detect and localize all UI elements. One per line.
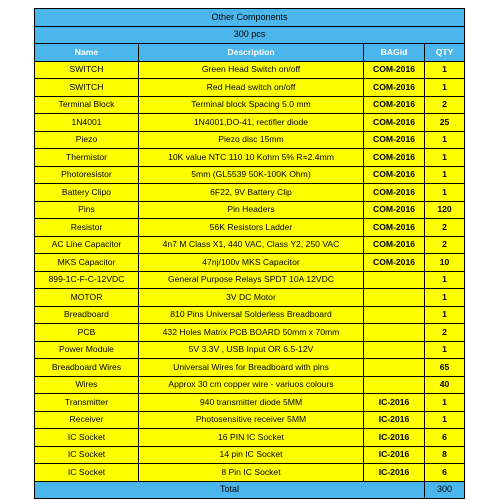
cell-name: SWITCH [35,61,139,79]
cell-description: 5V 3.3V , USB Input OR 6.5-12V [139,341,364,359]
table-row [35,429,465,447]
cell-name: Pins [35,201,139,219]
table-header-row [35,44,465,62]
cell-name: Wires [35,376,139,394]
cell-name: IC Socket [35,446,139,464]
table-row [35,464,465,482]
cell-name: 1N4001 [35,114,139,132]
cell-bagid [364,289,425,307]
cell-qty: 6 [425,464,465,482]
cell-description: Red Head switch on/off [139,79,364,97]
table-row [35,341,465,359]
components-table [34,8,465,499]
cell-name: Breadboard Wires [35,359,139,377]
table-title-row [35,9,465,27]
cell-bagid: IC-2016 [364,411,425,429]
table-row [35,324,465,342]
cell-bagid [364,341,425,359]
cell-name: Thermistor [35,149,139,167]
table-row [35,184,465,202]
table-subtitle-row [35,26,465,44]
cell-qty: 8 [425,446,465,464]
column-header-name: Name [35,44,139,62]
cell-qty: 120 [425,201,465,219]
cell-name: Terminal Block [35,96,139,114]
table-row [35,61,465,79]
table-row [35,306,465,324]
cell-qty: 2 [425,96,465,114]
cell-bagid: COM-2016 [364,254,425,272]
table-row [35,446,465,464]
cell-qty: 1 [425,289,465,307]
cell-description: 16 PIN IC Socket [139,429,364,447]
cell-qty: 40 [425,376,465,394]
cell-qty: 6 [425,429,465,447]
table-row [35,289,465,307]
cell-bagid: IC-2016 [364,394,425,412]
table-row [35,96,465,114]
cell-name: 899-1C-F-C-12VDC [35,271,139,289]
cell-qty: 2 [425,236,465,254]
cell-name: AC Line Capacitor [35,236,139,254]
cell-description: 1N4001,DO-41, rectifier diode [139,114,364,132]
cell-bagid: IC-2016 [364,446,425,464]
cell-bagid: IC-2016 [364,464,425,482]
cell-bagid: COM-2016 [364,166,425,184]
table-title: Other Components [35,9,465,27]
column-header-bagid: BAGid [364,44,425,62]
table-row [35,131,465,149]
cell-bagid: COM-2016 [364,236,425,254]
cell-description: Approx 30 cm copper wire - variuos colours [139,376,364,394]
components-table-container [34,8,464,499]
cell-description: Terminal block Spacing 5.0 mm [139,96,364,114]
cell-name: IC Socket [35,429,139,447]
cell-bagid: COM-2016 [364,96,425,114]
cell-name: Photoresistor [35,166,139,184]
cell-name: SWITCH [35,79,139,97]
table-row [35,359,465,377]
cell-bagid: COM-2016 [364,219,425,237]
cell-description: 14 pin IC Socket [139,446,364,464]
cell-description: Universal Wires for Breadboard with pins [139,359,364,377]
cell-bagid: COM-2016 [364,201,425,219]
cell-bagid [364,271,425,289]
cell-description: Pin Headers [139,201,364,219]
table-row [35,271,465,289]
table-subtitle: 300 pcs [35,26,465,44]
table-row [35,254,465,272]
cell-name: Battery Clipo [35,184,139,202]
cell-name: MKS Capacitor [35,254,139,272]
table-row [35,394,465,412]
cell-name: Power Module [35,341,139,359]
cell-description: 3V DC Motor [139,289,364,307]
table-total-row [35,481,465,499]
cell-bagid [364,359,425,377]
table-row [35,79,465,97]
cell-bagid: COM-2016 [364,114,425,132]
table-row [35,236,465,254]
cell-description: 4n7 M Class X1, 440 VAC, Class Y2, 250 VAC [139,236,364,254]
cell-bagid [364,306,425,324]
cell-description: Green Head Switch on/off [139,61,364,79]
cell-qty: 1 [425,341,465,359]
cell-name: MOTOR [35,289,139,307]
cell-description: 432 Holes Matrix PCB BOARD 50mm x 70mm [139,324,364,342]
cell-bagid: IC-2016 [364,429,425,447]
cell-qty: 1 [425,394,465,412]
cell-qty: 1 [425,184,465,202]
column-header-qty: QTY [425,44,465,62]
cell-bagid [364,324,425,342]
cell-description: 5mm (GL5539 50K-100K Ohm) [139,166,364,184]
cell-description: General Purpose Relays SPDT 10A 12VDC [139,271,364,289]
cell-name: Receiver [35,411,139,429]
cell-bagid: COM-2016 [364,149,425,167]
cell-description: 47nj/100v MKS Capacitor [139,254,364,272]
table-row [35,411,465,429]
cell-bagid [364,376,425,394]
cell-qty: 1 [425,271,465,289]
cell-qty: 1 [425,61,465,79]
cell-bagid: COM-2016 [364,184,425,202]
table-row [35,219,465,237]
cell-description: Piezo disc 15mm [139,131,364,149]
cell-qty: 1 [425,306,465,324]
cell-description: 10K value NTC 110 10 Kohm 5% R=2.4mm [139,149,364,167]
cell-bagid: COM-2016 [364,131,425,149]
cell-name: IC Socket [35,464,139,482]
cell-qty: 1 [425,166,465,184]
cell-qty: 25 [425,114,465,132]
table-row [35,201,465,219]
cell-description: 6F22, 9V Battery Clip [139,184,364,202]
cell-name: Resistor [35,219,139,237]
cell-qty: 1 [425,79,465,97]
total-value: 300 [425,481,465,499]
cell-qty: 65 [425,359,465,377]
table-row [35,166,465,184]
cell-bagid: COM-2016 [364,61,425,79]
cell-qty: 2 [425,324,465,342]
cell-name: Piezo [35,131,139,149]
cell-bagid: COM-2016 [364,79,425,97]
cell-name: Breadboard [35,306,139,324]
table-row [35,149,465,167]
cell-qty: 1 [425,411,465,429]
cell-description: 940 transmitter diode 5MM [139,394,364,412]
table-row [35,114,465,132]
table-body [35,61,465,481]
cell-qty: 10 [425,254,465,272]
cell-qty: 2 [425,219,465,237]
cell-description: 810 Pins Universal Solderless Breadboard [139,306,364,324]
cell-description: Photosensitive receiver 5MM [139,411,364,429]
cell-name: Transmitter [35,394,139,412]
table-row [35,376,465,394]
cell-description: 56K Resistors Ladder [139,219,364,237]
cell-name: PCB [35,324,139,342]
cell-qty: 1 [425,131,465,149]
column-header-description: Description [139,44,364,62]
cell-qty: 1 [425,149,465,167]
cell-description: 8 Pin IC Socket [139,464,364,482]
total-label: Total [35,481,425,499]
